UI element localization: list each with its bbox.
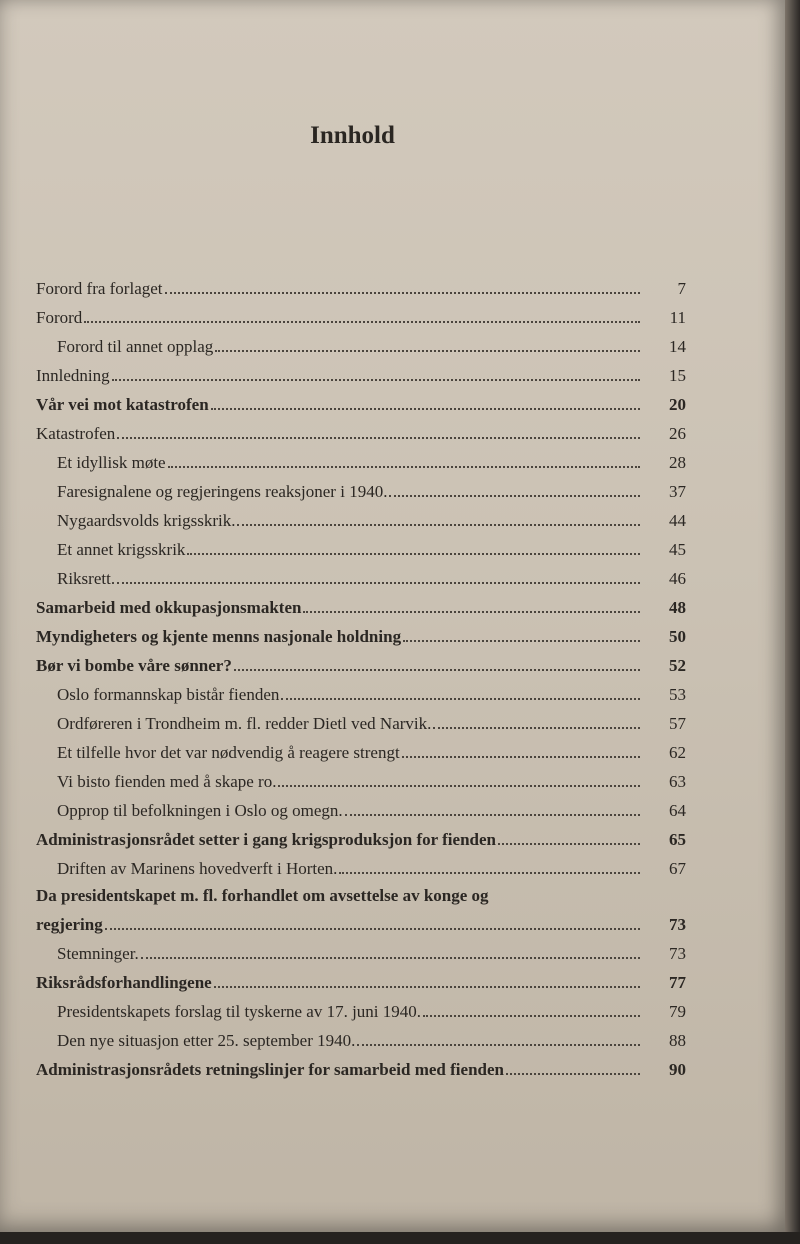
toc-entry-title: Stemninger. <box>57 944 139 963</box>
toc-entry <box>36 386 686 415</box>
dot-leader <box>112 379 640 381</box>
toc-entry-page: 45 <box>669 540 686 559</box>
toc-entry-title: Den nye situasjon etter 25. september 1940. <box>57 1031 356 1050</box>
toc-entry-page: 53 <box>669 685 686 704</box>
toc-entry <box>36 328 686 357</box>
toc-entry-title: Opprop til befolkningen i Oslo og omegn. <box>57 801 343 820</box>
toc-entry-page: 50 <box>669 627 686 646</box>
toc-entry <box>36 821 686 850</box>
dot-leader <box>403 640 640 642</box>
dot-leader <box>211 408 640 410</box>
toc-entry <box>36 531 686 560</box>
dot-leader <box>117 437 640 439</box>
toc-entry-page: 73 <box>669 915 686 934</box>
toc-entry-page: 26 <box>669 424 686 443</box>
toc-entry-title: Et idyllisk møte <box>57 453 166 472</box>
toc-entry-page: 73 <box>669 944 686 963</box>
toc-entry-title: Faresignalene og regjeringens reaksjoner i 1940. <box>57 482 388 501</box>
table-of-contents <box>36 270 686 1080</box>
dot-leader <box>506 1073 640 1075</box>
dot-leader <box>168 466 640 468</box>
toc-entry <box>36 763 686 792</box>
toc-entry <box>36 473 686 502</box>
dot-leader <box>423 1015 640 1017</box>
toc-entry <box>36 560 686 589</box>
toc-entry <box>36 357 686 386</box>
toc-entry-page: 14 <box>669 337 686 356</box>
toc-entry-page: 62 <box>669 743 686 762</box>
toc-entry <box>36 935 686 964</box>
dot-leader <box>402 756 640 758</box>
toc-entry-page: 88 <box>669 1031 686 1050</box>
dot-leader <box>187 553 640 555</box>
toc-entry <box>36 993 686 1022</box>
toc-entry-title: Riksrett. <box>57 569 116 588</box>
dot-leader <box>237 524 640 526</box>
toc-entry-page: 48 <box>669 598 686 617</box>
dot-leader <box>303 611 640 613</box>
toc-entry-page: 15 <box>669 366 686 385</box>
toc-entry-title: Oslo formannskap bistår fienden <box>57 685 280 704</box>
dot-leader <box>498 843 640 845</box>
dot-leader <box>117 582 640 584</box>
toc-entry-title: Nygaardsvolds krigsskrik. <box>57 511 236 530</box>
dot-leader <box>141 957 640 959</box>
toc-entry-title: Forord fra forlaget <box>36 279 163 298</box>
toc-entry-title: Samarbeid med okkupasjonsmakten <box>36 598 302 617</box>
toc-entry-page: 52 <box>669 656 686 675</box>
toc-entry <box>36 1022 686 1051</box>
dot-leader <box>281 698 640 700</box>
toc-entry <box>36 676 686 705</box>
toc-entry-title: Vår vei mot katastrofen <box>36 395 209 414</box>
toc-entry-page: 67 <box>669 859 686 878</box>
toc-entry-page: 65 <box>669 830 686 849</box>
toc-entry-title: Et tilfelle hvor det var nødvendig å reagere strengt <box>57 743 400 762</box>
dot-leader <box>165 292 640 294</box>
dot-leader <box>357 1044 640 1046</box>
toc-entry <box>36 444 686 473</box>
toc-entry-title: Da presidentskapet m. fl. forhandlet om avsettelse av konge og <box>36 886 489 905</box>
dot-leader <box>215 350 640 352</box>
toc-entry-title: Vi bisto fienden med å skape ro. <box>57 772 277 791</box>
toc-entry <box>36 792 686 821</box>
toc-entry <box>36 270 686 299</box>
toc-entry <box>36 502 686 531</box>
toc-entry-page: 28 <box>669 453 686 472</box>
toc-entry-title: Forord til annet opplag <box>57 337 214 356</box>
toc-entry-title: Myndigheters og kjente menns nasjonale holdning <box>36 627 402 646</box>
toc-entry-title: Presidentskapets forslag til tyskerne av 17. juni 1940. <box>57 1002 422 1021</box>
toc-entry-page: 11 <box>669 308 686 327</box>
toc-entry-page: 44 <box>669 511 686 530</box>
toc-entry <box>36 415 686 444</box>
dot-leader <box>278 785 640 787</box>
toc-entry-page: 63 <box>669 772 686 791</box>
toc-entry-page: 90 <box>669 1060 686 1079</box>
dot-leader <box>389 495 640 497</box>
toc-entry-title: Innledning <box>36 366 110 385</box>
dot-leader <box>214 986 640 988</box>
dot-leader <box>433 727 640 729</box>
toc-entry-title: regjering <box>36 915 103 934</box>
dot-leader <box>84 321 640 323</box>
toc-entry-title: Katastrofen <box>36 424 116 443</box>
toc-entry-title: Administrasjonsrådet setter i gang krigsproduksjon for fienden <box>36 830 496 849</box>
dot-leader <box>345 814 640 816</box>
toc-entry-page: 57 <box>669 714 686 733</box>
toc-entry <box>36 705 686 734</box>
toc-entry-title: Riksrådsforhandlingene <box>36 973 212 992</box>
toc-entry-title: Administrasjonsrådets retningslinjer for samarbeid med fienden <box>36 1060 504 1079</box>
toc-entry-title: Forord <box>36 308 83 327</box>
toc-entry <box>36 647 686 676</box>
dot-leader <box>105 928 640 930</box>
dot-leader <box>339 872 640 874</box>
toc-entry-page: 64 <box>669 801 686 820</box>
toc-entry <box>36 734 686 763</box>
toc-entry <box>36 589 686 618</box>
toc-entry <box>36 879 686 906</box>
toc-entry <box>36 964 686 993</box>
toc-entry-page: 46 <box>669 569 686 588</box>
toc-entry-page: 37 <box>669 482 686 501</box>
toc-entry <box>36 1051 686 1080</box>
book-bottom-edge <box>0 1232 800 1244</box>
dot-leader <box>234 669 640 671</box>
page-title: Innhold <box>310 122 395 149</box>
toc-entry-title: Ordføreren i Trondheim m. fl. redder Dietl ved Narvik. <box>57 714 432 733</box>
toc-entry-page: 77 <box>669 973 686 992</box>
toc-entry <box>36 618 686 647</box>
book-edge <box>785 0 800 1244</box>
toc-entry-title: Driften av Marinens hovedverft i Horten. <box>57 859 338 878</box>
toc-entry <box>36 850 686 879</box>
toc-entry-page: 7 <box>677 279 686 298</box>
toc-entry-page: 79 <box>669 1002 686 1021</box>
toc-entry-title: Et annet krigsskrik <box>57 540 186 559</box>
toc-entry-page: 20 <box>669 395 686 414</box>
toc-entry-title: Bør vi bombe våre sønner? <box>36 656 232 675</box>
toc-entry <box>36 906 686 935</box>
toc-entry <box>36 299 686 328</box>
